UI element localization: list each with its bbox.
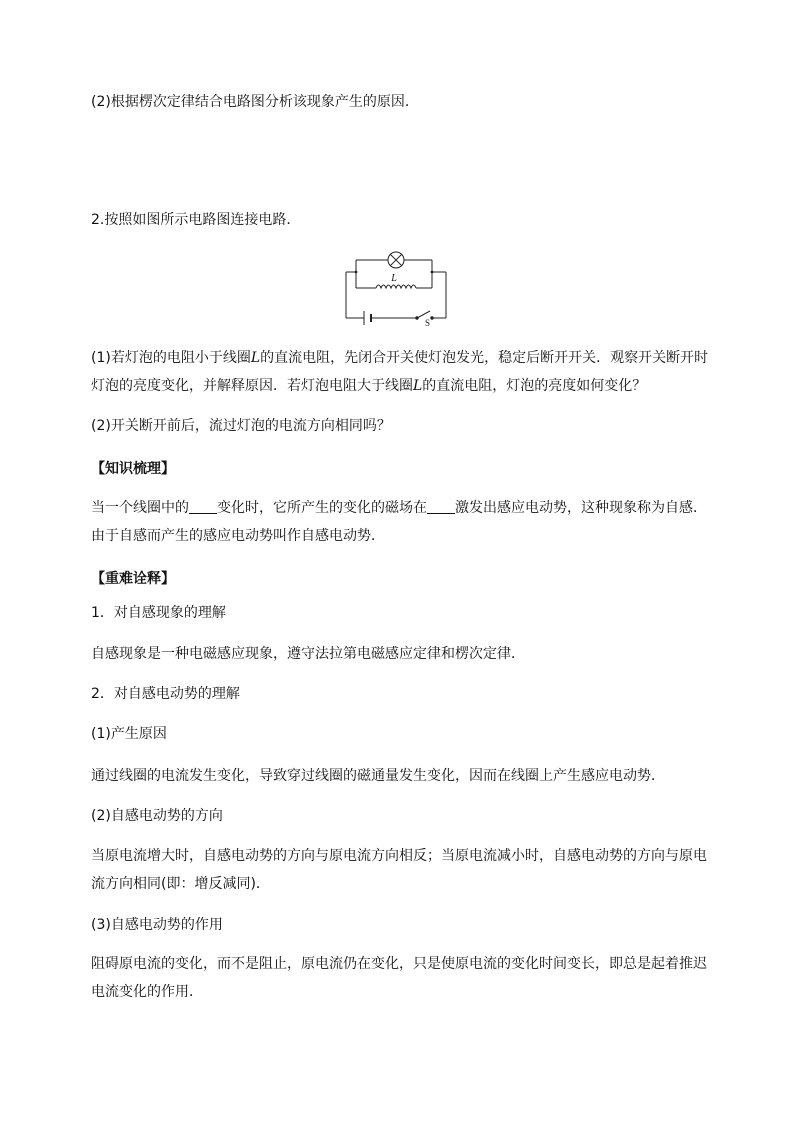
section1-title: 1．对自感现象的理解 bbox=[91, 605, 226, 621]
section2a-text: 通过线圈的电流发生变化，导致穿过线圈的磁通量发生变化，因而在线圈上产生感应电动势． bbox=[91, 768, 665, 784]
section2a-title: (1)产生原因 bbox=[91, 726, 167, 742]
section2b-text: 当原电流增大时，自感电动势的方向与原电流方向相反；当原电流减小时，自感电动势的方向与原电流方向相同(即：增反减同)． bbox=[91, 848, 707, 892]
section2b-title: (2)自感电动势的方向 bbox=[91, 808, 223, 824]
question2-part2: (2)开关断开前后，流过灯泡的电流方向相同吗？ bbox=[91, 418, 391, 434]
circuit-diagram bbox=[340, 248, 452, 328]
inductor-label: L bbox=[391, 273, 397, 284]
fill-blank[interactable] bbox=[427, 499, 455, 514]
question2-part1: (1)若灯泡的电阻小于线圈L的直流电阻，先闭合开关使灯泡发光，稳定后断开开关．观察开关断开时灯泡的亮度变化，并解释原因．若灯泡电阻大于线圈L的直流电阻，灯泡的亮度如何变化？ bbox=[91, 350, 709, 394]
section1-text: 自感现象是一种电磁感应现象，遵守法拉第电磁感应定律和楞次定律． bbox=[91, 646, 525, 662]
key-heading: 【重难诠释】 bbox=[91, 571, 175, 587]
question2-stem: 2.按照如图所示电路图连接电路． bbox=[91, 212, 301, 228]
question1-part2: (2)根据楞次定律结合电路图分析该现象产生的原因． bbox=[91, 94, 419, 110]
lamp-icon bbox=[388, 252, 404, 268]
section2-title: 2．对自感电动势的理解 bbox=[91, 686, 240, 702]
inductor-coil-icon bbox=[376, 285, 416, 288]
knowledge-heading: 【知识梳理】 bbox=[91, 461, 175, 477]
fill-blank[interactable] bbox=[189, 499, 217, 514]
section2c-text: 阻碍原电流的变化，而不是阻止，原电流仍在变化，只是使原电流的变化时间变长，即总是起着推迟电流变化的作用． bbox=[91, 956, 707, 1000]
battery-icon bbox=[364, 311, 371, 325]
knowledge-text: 当一个线圈中的 变化时，它所产生的变化的磁场在 激发出感应电动势，这种现象称为自感．由于自感而产生的感应电动势叫作自感电动势． bbox=[91, 500, 707, 544]
switch-label: S bbox=[425, 318, 431, 328]
section2c-title: (3)自感电动势的作用 bbox=[91, 917, 223, 933]
